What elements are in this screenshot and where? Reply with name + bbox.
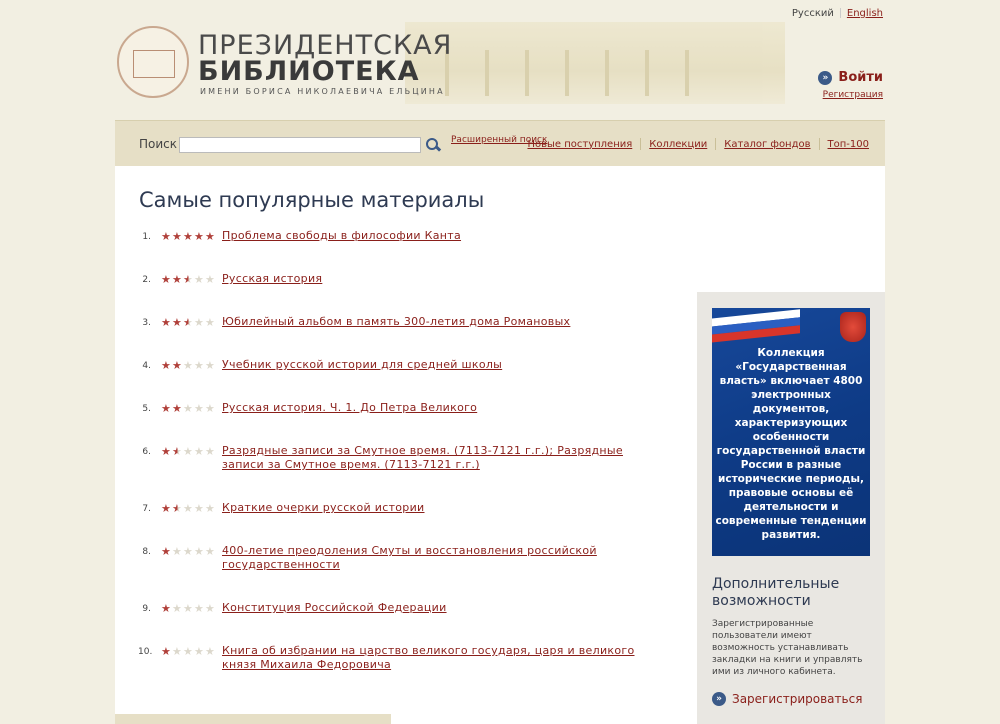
page (115, 0, 885, 724)
list-item (115, 402, 675, 442)
star-icon: ★ (205, 273, 215, 286)
top-nav (527, 138, 869, 150)
star-icon: ★ (161, 230, 171, 243)
star-icon: ★ (194, 645, 204, 658)
rating-stars (161, 502, 216, 515)
nav-top-100[interactable]: Топ-100 (827, 138, 869, 150)
rating-stars (161, 273, 216, 286)
star-icon: ★ (183, 645, 193, 658)
star-icon: ★ (205, 645, 215, 658)
rating-stars (161, 359, 216, 372)
sidebar-heading: Дополнительные возможности (712, 576, 840, 609)
rating-stars (161, 602, 216, 615)
item-title-link[interactable]: Разрядные записи за Смутное время. (7113-7121 г.г.); Разрядные записи за Смутное время. (7113-7121 г.г.) (222, 444, 623, 471)
star-icon: ★ (205, 230, 215, 243)
search-button[interactable] (425, 137, 441, 153)
advanced-search-link[interactable]: Расширенный поиск (451, 135, 548, 145)
item-number: 1. (142, 232, 151, 242)
star-icon: ★ (161, 316, 171, 329)
nav-new-arrivals[interactable]: Новые поступления (527, 138, 633, 150)
star-icon: ★ (161, 545, 171, 558)
rating-stars (161, 230, 216, 243)
star-icon: ★ (205, 545, 215, 558)
item-title-link[interactable]: Юбилейный альбом в память 300-летия дома Романовых (222, 315, 571, 328)
star-icon: ★ (205, 502, 215, 515)
list-item (115, 316, 675, 356)
rating-stars (161, 316, 216, 329)
logo-seal-icon[interactable] (117, 26, 189, 98)
item-title-link[interactable]: Краткие очерки русской истории (222, 501, 425, 514)
search-label: Поиск (139, 137, 178, 151)
double-chevron-right-icon: » (818, 71, 832, 85)
item-number: 4. (142, 361, 151, 371)
item-title-link[interactable]: Русская история. Ч. 1. До Петра Великого (222, 401, 478, 414)
star-icon: ★ (205, 445, 215, 458)
star-icon: ★ (183, 359, 193, 372)
star-icon: ★ (172, 402, 182, 415)
star-icon: ★ (172, 502, 182, 515)
item-number: 3. (142, 318, 151, 328)
star-icon: ★ (183, 402, 193, 415)
star-icon: ★ (205, 316, 215, 329)
item-number: 5. (142, 404, 151, 414)
russian-flag-icon (712, 309, 800, 342)
item-number: 6. (142, 447, 151, 457)
star-icon: ★ (172, 445, 182, 458)
rating-stars (161, 545, 216, 558)
sidebar-description: Зарегистрированные пользователи имеют возможность устанавливать закладки на книги и управлять ими из личного кабинета. (712, 619, 863, 677)
item-number: 2. (142, 275, 151, 285)
star-icon: ★ (183, 230, 193, 243)
logo-subtitle: ИМЕНИ БОРИСА НИКОЛАЕВИЧА ЕЛЬЦИНА (200, 87, 445, 96)
star-icon: ★ (194, 273, 204, 286)
star-icon: ★ (194, 316, 204, 329)
coat-of-arms-icon (840, 312, 866, 342)
nav-collections[interactable]: Коллекции (649, 138, 708, 150)
popular-list (115, 166, 675, 686)
register-link[interactable]: Регистрация (822, 90, 883, 100)
double-chevron-right-icon: » (712, 692, 726, 706)
star-icon: ★ (172, 545, 182, 558)
logo-title-line1[interactable]: ПРЕЗИДЕНТСКАЯ (198, 30, 453, 61)
item-number: 8. (142, 547, 151, 557)
list-item (115, 359, 675, 399)
star-icon: ★ (161, 602, 171, 615)
star-icon: ★ (172, 602, 182, 615)
star-icon: ★ (161, 445, 171, 458)
list-item (115, 545, 675, 585)
star-icon: ★ (161, 645, 171, 658)
list-item (115, 645, 675, 685)
star-icon: ★ (161, 359, 171, 372)
star-icon: ★ (205, 359, 215, 372)
gov-collection-banner[interactable] (712, 308, 870, 556)
bottom-tab-strip (115, 714, 391, 724)
header (115, 0, 885, 118)
list-item (115, 502, 675, 542)
star-icon: ★ (194, 602, 204, 615)
star-icon: ★ (194, 359, 204, 372)
star-icon: ★ (161, 502, 171, 515)
main-content (115, 166, 885, 724)
star-icon: ★ (205, 402, 215, 415)
lang-ru-current: Русский (791, 8, 834, 19)
item-title-link[interactable]: Русская история (222, 272, 323, 285)
star-icon: ★ (194, 445, 204, 458)
sidebar (697, 292, 885, 724)
header-building-image (405, 22, 785, 104)
login-button[interactable] (818, 70, 883, 85)
sidebar-register-button[interactable] (712, 692, 862, 706)
star-icon: ★ (194, 502, 204, 515)
star-icon: ★ (183, 502, 193, 515)
star-icon: ★ (183, 602, 193, 615)
logo-title-line2[interactable]: БИБЛИОТЕКА (198, 56, 420, 87)
star-icon: ★ (183, 545, 193, 558)
banner-text: Коллекция «Государственная власть» включает 4800 электронных документов, характеризующих особенности государственной власти России в разные исторические периоды, правовые основы её деятельности и современные тенденции развития. (715, 347, 867, 541)
list-item (115, 273, 675, 313)
star-icon: ★ (172, 273, 182, 286)
list-item (115, 445, 675, 485)
search-input[interactable] (179, 137, 421, 153)
star-icon: ★ (183, 445, 193, 458)
star-icon: ★ (194, 402, 204, 415)
sidebar-register-label: Зарегистрироваться (732, 692, 863, 706)
search-bar (115, 120, 885, 167)
star-icon: ★ (183, 273, 193, 286)
star-icon: ★ (194, 230, 204, 243)
star-icon: ★ (161, 402, 171, 415)
nav-catalog[interactable]: Каталог фондов (724, 138, 811, 150)
star-icon: ★ (172, 230, 182, 243)
login-label: Войти (838, 70, 883, 85)
item-number: 7. (142, 504, 151, 514)
item-number: 10. (138, 647, 153, 657)
star-icon: ★ (161, 273, 171, 286)
item-title-link[interactable]: 400-летие преодоления Смуты и восстановления российской государственности (222, 544, 597, 571)
list-item (115, 230, 675, 270)
item-title-link[interactable]: Проблема свободы в философии Канта (222, 229, 462, 242)
star-icon: ★ (172, 316, 182, 329)
star-icon: ★ (194, 545, 204, 558)
star-icon: ★ (205, 602, 215, 615)
page-title: Самые популярные материалы (139, 188, 485, 212)
language-switcher (792, 8, 883, 19)
item-number: 9. (142, 604, 151, 614)
rating-stars (161, 445, 216, 458)
rating-stars (161, 402, 216, 415)
list-item (115, 602, 675, 642)
star-icon: ★ (172, 359, 182, 372)
item-title-link[interactable]: Книга об избрании на царство великого государя, царя и великого князя Михаила Федоровича (222, 644, 635, 671)
lang-en-link[interactable]: English (846, 8, 883, 19)
rating-stars (161, 645, 216, 658)
item-title-link[interactable]: Учебник русской истории для средней школы (222, 358, 503, 371)
star-icon: ★ (172, 645, 182, 658)
star-icon: ★ (183, 316, 193, 329)
item-title-link[interactable]: Конституция Российской Федерации (222, 601, 447, 614)
